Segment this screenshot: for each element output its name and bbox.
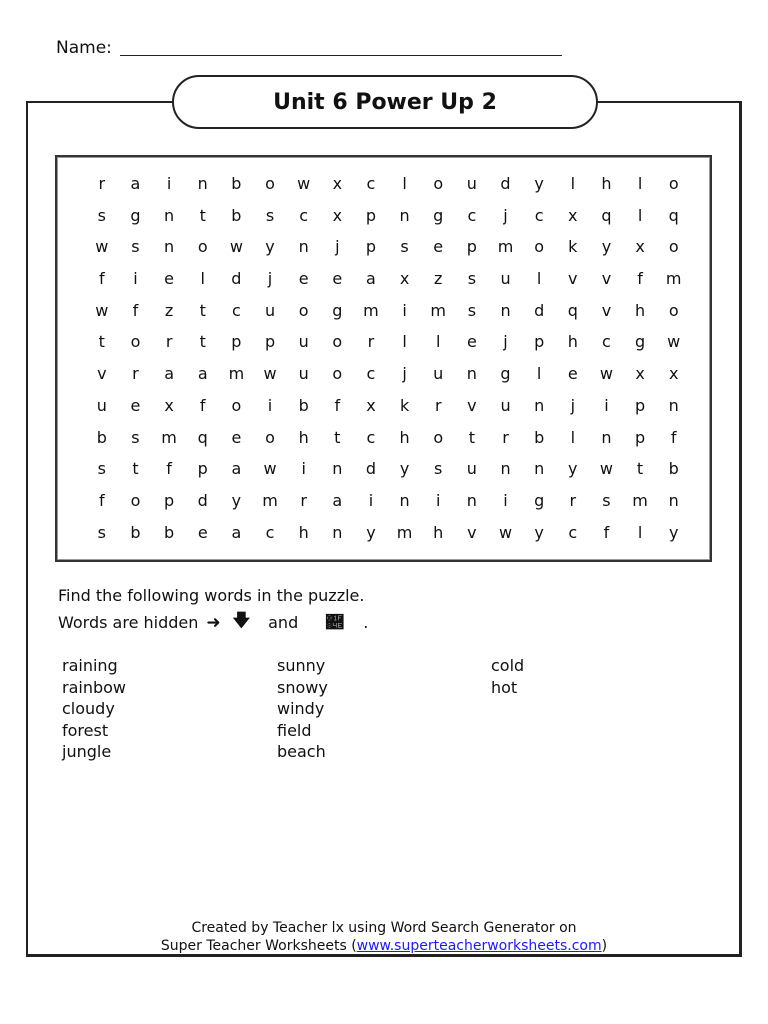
grid-letter[interactable]: l [570,427,576,447]
grid-letter[interactable]: g [130,205,141,225]
grid-letter[interactable]: o [668,174,679,193]
grid-letter[interactable]: l [570,174,576,193]
grid-letter[interactable]: c [467,205,477,225]
grid-letter[interactable]: o [433,174,444,193]
footer-link[interactable]: www.superteacherworksheets.com [356,938,602,954]
grid-letter[interactable]: j [503,332,508,352]
grid-letter[interactable]: u [500,395,511,415]
word-item: forest [62,720,109,740]
grid-letter[interactable]: q [567,300,578,320]
grid-letter[interactable]: x [332,205,343,225]
grid-letter[interactable]: y [399,459,410,479]
grid-letter[interactable]: w [498,522,513,542]
grid-letter[interactable]: i [604,395,609,415]
grid-letter[interactable]: o [265,427,275,447]
grid-letter[interactable]: r [502,427,509,447]
grid-letter[interactable]: l [402,174,407,193]
grid-letter[interactable]: t [98,332,105,352]
word-item: cold [491,656,525,675]
grid-letter[interactable]: n [298,237,309,257]
grid-letter[interactable]: n [466,364,477,384]
grid-letter[interactable]: n [164,237,175,257]
grid-letter[interactable]: p [365,205,377,225]
grid-letter[interactable]: s [434,459,443,479]
grid-letter[interactable]: w [95,300,109,320]
page-title: Unit 6 Power Up 2 [273,89,497,115]
grid-letter[interactable]: q [197,427,208,447]
grid-letter[interactable]: p [466,237,477,257]
grid-letter[interactable]: j [267,269,273,289]
grid-letter[interactable]: e [164,269,175,289]
grid-letter[interactable]: w [667,332,681,352]
grid-letter[interactable]: o [265,174,275,193]
grid-letter[interactable]: m [363,300,379,320]
grid-letter[interactable]: x [635,237,645,257]
grid-letter[interactable]: i [503,490,508,510]
grid-letter[interactable]: m [430,300,447,320]
grid-letter[interactable]: m [262,490,278,510]
grid-letter[interactable]: f [603,522,610,542]
grid-letter[interactable]: r [300,490,307,510]
grid-letter[interactable]: s [265,205,275,225]
grid-letter[interactable]: e [298,269,309,289]
grid-letter[interactable]: x [164,395,174,415]
grid-letter[interactable]: o [668,237,679,257]
grid-letter[interactable]: o [332,332,343,352]
grid-letter[interactable]: i [436,490,441,510]
grid-letter[interactable]: z [434,269,443,289]
grid-letter[interactable]: f [199,395,206,415]
grid-letter[interactable]: l [200,269,205,289]
grid-letter[interactable]: x [366,395,376,415]
grid-letter[interactable]: d [365,459,377,479]
down-right-arrow-icon: 🡎 [326,612,344,633]
grid-letter[interactable]: f [132,300,139,320]
grid-letter[interactable]: e [567,364,578,384]
word-list-col-2 [277,655,328,763]
grid-letter[interactable]: p [264,332,276,352]
grid-letter[interactable]: o [130,490,141,510]
grid-letter[interactable]: x [332,174,343,193]
grid-letter[interactable]: h [433,522,444,542]
grid-letter[interactable]: f [99,269,105,289]
grid-letter[interactable]: i [368,490,374,510]
grid-letter[interactable]: y [534,174,544,193]
grid-letter[interactable]: e [466,332,477,352]
grid-letter[interactable]: b [164,522,175,542]
grid-letter[interactable]: u [264,300,276,320]
grid-letter[interactable]: p [197,459,208,479]
grid-letter[interactable]: m [632,490,648,510]
name-line[interactable] [120,55,562,56]
grid-letter[interactable]: b [668,459,679,479]
grid-letter[interactable]: c [366,174,376,193]
name-label: Name: [56,38,112,58]
grid-letter[interactable]: t [199,332,206,352]
grid-letter[interactable]: l [536,364,542,384]
word-item: snowy [277,677,328,697]
footer-suffix: ) [601,938,608,954]
grid-letter[interactable]: n [534,395,545,415]
grid-letter[interactable]: i [166,174,172,193]
grid-letter[interactable]: o [130,332,141,352]
grid-letter[interactable]: p [164,490,175,510]
grid-letter[interactable]: o [433,427,444,447]
grid-letter[interactable]: u [433,364,444,384]
grid-letter[interactable]: n [332,522,343,542]
grid-letter[interactable]: z [164,300,174,320]
grid-letter[interactable]: r [434,395,442,415]
grid-letter[interactable]: c [602,332,611,352]
grid-letter[interactable]: c [231,300,241,320]
grid-letter[interactable]: m [161,427,177,447]
grid-letter[interactable]: x [568,205,578,225]
grid-letter[interactable]: w [297,174,311,193]
title-banner [172,75,598,129]
grid-letter[interactable]: k [399,395,410,415]
grid-letter[interactable]: n [668,395,679,415]
grid-letter[interactable]: u [500,269,511,289]
grid-letter[interactable]: d [534,300,545,320]
grid-letter[interactable]: j [335,237,340,257]
grid-letter[interactable]: o [534,237,545,257]
grid-letter[interactable]: i [267,395,273,415]
grid-letter[interactable]: s [97,522,106,542]
grid-letter[interactable]: g [634,332,646,352]
word-item: jungle [62,742,112,761]
grid-letter[interactable]: n [399,490,410,510]
grid-letter[interactable]: x [399,269,410,289]
grid-letter[interactable]: l [637,205,643,225]
grid-letter[interactable]: h [298,522,309,542]
grid-letter[interactable]: p [634,427,646,447]
grid-letter[interactable]: m [396,522,413,542]
grid-letter[interactable]: g [500,364,511,384]
grid-letter[interactable]: n [164,205,175,225]
grid-letter[interactable]: i [402,300,407,320]
grid-letter[interactable]: w [229,237,243,257]
grid-letter[interactable]: n [534,459,545,479]
grid-letter[interactable]: m [228,364,245,384]
and-label: and [268,613,299,632]
word-item: raining [62,656,118,675]
grid-letter[interactable]: e [231,427,242,447]
grid-letter[interactable]: e [130,395,141,415]
grid-letter[interactable]: p [634,395,646,415]
grid-letter[interactable]: s [131,237,140,257]
grid-letter[interactable]: l [637,522,643,542]
grid-letter[interactable]: a [164,364,174,384]
word-item: hot [491,677,518,697]
word-item: rainbow [62,677,126,697]
grid-letter[interactable]: f [637,269,643,289]
grid-letter[interactable]: f [166,459,172,479]
instructions-line-2 [58,608,368,637]
grid-letter[interactable]: i [301,459,306,479]
grid-letter[interactable]: b [231,174,242,193]
grid-letter[interactable]: h [399,427,410,447]
grid-letter[interactable]: g [534,490,545,510]
grid-letter[interactable]: e [332,269,343,289]
grid-letter[interactable]: f [99,490,105,510]
grid-letter[interactable]: r [98,174,106,193]
grid-letter[interactable]: o [231,395,242,415]
grid-letter[interactable]: w [599,364,613,384]
grid-letter[interactable]: t [199,205,206,225]
grid-letter[interactable]: n [500,300,511,320]
grid-letter[interactable]: h [635,300,646,320]
down-arrow-icon: 🡇 [232,611,251,631]
grid-letter[interactable]: n [466,490,477,510]
grid-letter[interactable]: d [231,269,242,289]
word-list-col-3 [491,655,524,698]
grid-letter[interactable]: n [332,459,343,479]
grid-letter[interactable]: c [299,205,309,225]
word-item: beach [277,742,326,761]
right-arrow-icon: ➜ [206,612,221,633]
grid-letter[interactable]: w [95,237,109,257]
grid-letter[interactable]: y [534,522,544,542]
grid-letter[interactable]: a [231,459,242,479]
grid-letter[interactable]: y [601,237,612,257]
grid-letter[interactable]: o [668,300,679,320]
grid-letter[interactable]: h [567,332,578,352]
grid-letter[interactable]: b [130,522,141,542]
grid-letter[interactable]: g [433,205,444,225]
grid-letter[interactable]: b [298,395,309,415]
grid-letter[interactable]: y [668,522,679,542]
grid-letter[interactable]: f [670,427,677,447]
grid-letter[interactable]: c [265,522,275,542]
grid-letter[interactable]: t [334,427,341,447]
grid-letter[interactable]: y [366,522,376,542]
grid-letter[interactable]: c [366,427,376,447]
word-item: field [277,720,312,740]
word-item: cloudy [62,699,115,718]
grid-letter[interactable]: k [568,237,578,257]
grid-letter[interactable]: h [298,427,309,447]
grid-letter[interactable]: a [130,174,141,193]
grid-letter[interactable]: s [131,427,140,447]
grid-letter[interactable]: u [466,174,477,193]
grid-letter[interactable]: d [197,490,208,510]
grid-letter[interactable]: f [334,395,341,415]
grid-letter[interactable]: d [500,174,511,193]
grid-letter[interactable]: v [568,269,578,289]
grid-letter[interactable]: b [231,205,242,225]
grid-letter[interactable]: o [197,237,208,257]
period-label: . [363,613,369,632]
grid-letter[interactable]: v [97,364,107,384]
grid-letter[interactable]: y [231,490,242,510]
grid-letter[interactable]: t [132,459,139,479]
grid-letter[interactable]: h [601,174,612,193]
grid-letter[interactable]: s [467,300,477,320]
grid-letter[interactable]: l [637,174,643,193]
grid-letter[interactable]: a [231,522,242,542]
grid-letter[interactable]: c [366,364,376,384]
grid-letter[interactable]: v [467,395,477,415]
grid-letter[interactable]: v [467,522,477,542]
grid-letter[interactable]: s [400,237,409,257]
grid-letter[interactable]: u [298,332,309,352]
grid-letter[interactable]: t [636,459,644,479]
grid-letter[interactable]: l [402,332,407,352]
grid-letter[interactable]: p [231,332,242,352]
grid-letter[interactable]: n [197,174,208,193]
grid-letter[interactable]: t [199,300,206,320]
grid-letter[interactable]: q [601,205,612,225]
instructions-prefix: Words are hidden [58,613,199,632]
grid-letter[interactable]: a [197,364,208,384]
grid-letter[interactable]: a [332,490,343,510]
word-list-col-1 [62,655,126,763]
footer-line-2 [0,938,768,954]
grid-letter[interactable]: u [466,459,477,479]
grid-letter[interactable]: s [97,459,106,479]
grid-letter[interactable]: l [536,269,542,289]
grid-letter[interactable]: o [332,364,343,384]
grid-letter[interactable]: g [332,300,343,320]
grid-letter[interactable]: x [668,364,679,384]
grid-letter[interactable]: l [436,332,441,352]
grid-letter[interactable]: s [97,205,106,225]
grid-letter[interactable]: n [500,459,511,479]
grid-letter[interactable]: o [298,300,309,320]
grid-letter[interactable]: s [467,269,477,289]
grid-letter[interactable]: y [568,459,578,479]
grid-letter[interactable]: n [399,205,410,225]
word-item: sunny [277,656,326,675]
footer-prefix: Super Teacher Worksheets ( [160,938,357,954]
grid-letter[interactable]: s [602,490,611,510]
grid-letter[interactable]: b [534,427,545,447]
grid-letter[interactable]: a [366,269,376,289]
grid-letter[interactable]: r [569,490,577,510]
grid-letter[interactable]: r [165,332,173,352]
grid-letter[interactable]: v [601,300,612,320]
grid-letter[interactable]: w [263,364,277,384]
grid-letter[interactable]: r [367,332,375,352]
grid-letter[interactable]: u [298,364,309,384]
grid-letter[interactable]: j [570,395,576,415]
grid-letter[interactable]: p [365,237,377,257]
grid-letter[interactable]: u [96,395,107,415]
grid-letter[interactable]: x [635,364,645,384]
grid-letter[interactable]: n [601,427,612,447]
grid-letter[interactable]: c [568,522,578,542]
grid-letter[interactable]: p [534,332,545,352]
grid-letter[interactable]: j [402,364,407,384]
grid-letter[interactable]: r [132,364,139,384]
grid-letter[interactable]: b [96,427,107,447]
footer-line-1: Created by Teacher lx using Word Search Generator on [191,920,577,936]
puzzle-grid [85,168,691,548]
grid-letter[interactable]: m [497,237,514,257]
grid-letter[interactable]: c [534,205,544,225]
grid-letter[interactable]: e [197,522,208,542]
instructions-line-1: Find the following words in the puzzle. [58,586,365,605]
grid-letter[interactable]: v [601,269,612,289]
grid-letter[interactable]: n [668,490,679,510]
grid-letter[interactable]: w [599,459,613,479]
grid-letter[interactable]: i [133,269,138,289]
word-item: windy [277,699,325,718]
grid-letter[interactable]: y [265,237,275,257]
grid-letter[interactable]: j [503,205,508,225]
grid-letter[interactable]: t [468,427,475,447]
grid-letter[interactable]: e [433,237,444,257]
grid-letter[interactable]: q [668,205,679,225]
grid-letter[interactable]: m [665,269,682,289]
grid-letter[interactable]: w [263,459,277,479]
